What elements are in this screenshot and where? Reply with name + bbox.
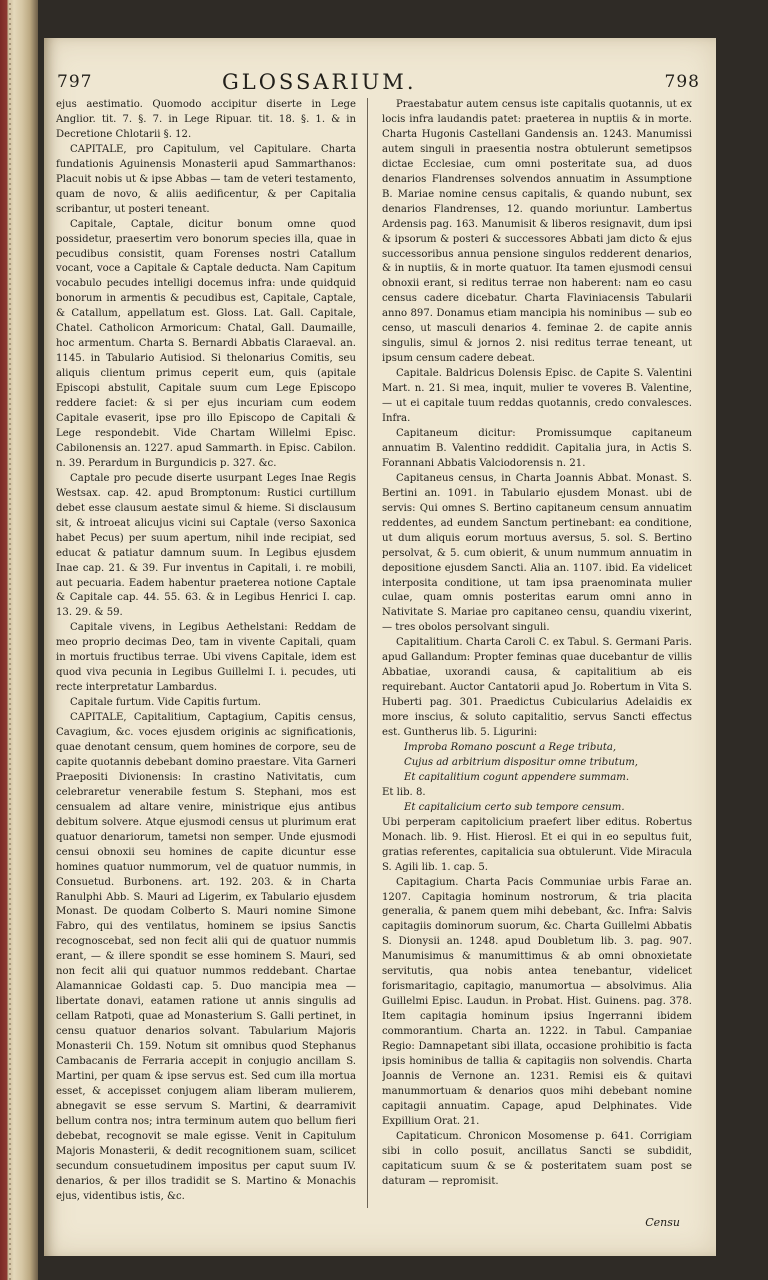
verse-line: Improba Romano poscunt a Rege tributa,: [404, 741, 617, 753]
page-edges: [9, 0, 11, 1280]
verse-line: Et capitalitium cogunt appendere summam.: [404, 771, 630, 783]
paragraph: Capitale. Baldricus Dolensis Episc. de Capite S. Valentini Mart. n. 21. Si mea, inquit, mulier te voveres B. Valentine, — ut ei capitale tuum reddas quotannis, credo convalesces. Infra.: [382, 368, 692, 425]
book-binding: [0, 0, 38, 1280]
catchword: Censu: [645, 1216, 680, 1229]
paragraph: Capitaneum dicitur: Promissumque capitaneum annuatim B. Valentino reddidit. Capitalia jura, in Actis S. Forannani Abbatis Valciodorensis n. 21.: [382, 427, 692, 469]
paragraph: Capitale vivens, in Legibus Aethelstani: Reddam de meo proprio decimas Deo, tam in vivente Capitali, quam in mortuis fructibus terrae. Ubi vivens Capitale, idem est quod viva pecunia in Legibus Guillelmi I. i. pecudes, uti recte interpretatur Lambardus.: [56, 622, 356, 694]
paragraph: ejus aestimatio. Quomodo accipitur diserte in Lege Anglior. tit. 7. §. 7. in Lege Ripuar. tit. 18. §. 1. & in Decretione Chlotarii §. 12.: [56, 99, 356, 140]
page-number-left: 797: [57, 72, 93, 92]
verse-line: Et capitalicium certo sub tempore censum.: [404, 801, 625, 813]
running-title: GLOSSARIUM.: [222, 70, 417, 94]
verse-line: Cujus ad arbitrium dispositur omne tributum,: [404, 756, 638, 768]
running-header: [44, 70, 716, 96]
paragraph: Et lib. 8.: [382, 786, 426, 798]
paragraph: Capitalitium. Charta Caroli C. ex Tabul. S. Germani Paris. apud Gallandum: Propter feminas quae ducebantur de villis Abbatiae, uxorandi causa, & capitalitium ab eis requirebant. Auctor Cantatorii apud Jo. Robertum in Vita S. Huberti pag. 301. Praedictus Cubicularius Adelaidis ex more inscius, & soluto capitalitio, servus Sancti effectus est. Guntherus lib. 5. Ligurini:: [382, 637, 692, 739]
paragraph: CAPITALE, Capitalitium, Captagium, Capitis census, Cavagium, &c. voces ejusdem originis ac significationis, quae denotant censum, quem homines de corpore, seu de capite quotannis debebant domino praestare. Vita Garneri Praepositi Divionensis: In crastino Nativitatis, cum celebraretur venerabile festum S. Stephani, mos est censualem ad altare venire, ministrique ejus antibus debitum solvere. Atque ejusmodi census ut plurimum erat quatuor denariorum, tametsi non semper. Unde ejusmodi censui obnoxii seu homines de capite dicuntur esse homines quatuor nummorum, vel de quatuor nummis, in Consuetud. Burbonens. art. 192. 203. & in Charta Ranulphi Abb. S. Mauri ad Ligerim, ex Tabulario ejusdem Monast. De quodam Colberto S. Mauri nomine Simone Fabro, qui des ventilatus, hominem se ipsius Sanctis recognoscebat, sed non fecit alii qui de quatuor nummis erant, — & illere spondit se esse hominem S. Mauri, sed non fecit alii qui quatuor nummos reddebant. Chartae Alamannicae Goldasti cap. 5. Duo mancipia mea — libertate donavi, eatamen ratione ut annis singulis ad cellam Ratpoti, quae ad Monasterium S. Galli pertinet, in censu quatuor denarios solvant. Tabularium Majoris Monasterii Ch. 159. Notum sit omnibus quod Stephanus Cambacanis de Ferraria accepit in conjugio ancillam S. Martini, per quam & ipse servus est. Sed cum illa mortua esset, & accepisset conjugem aliam liberam mulierem, abnegavit se esse servum S. Martini, & dearramivit bellum contra nos; intra terminum autem quo bellum fieri debebat, recognovit se male egisse. Venit in Capitulum Majoris Monasterii, & dedit recognitionem suam, scilicet secundum consuetudinem impositus per caput suum IV. denarios, & per illos tradidit se S. Martino & Monachis ejus, videntibus istis, &c.: [56, 712, 356, 1202]
paragraph: Ubi perperam capitolicium praefert liber editus. Robertus Monach. lib. 9. Hist. Hierosl. Et ei qui in eo sepultus fuit, gratias referentes, capitalicia sua obtulerunt. Vide Miracula S. Agili lib. 1. cap. 5.: [382, 816, 692, 873]
paragraph: Capitale, Captale, dicitur bonum omne quod possidetur, praesertim vero bonorum species illa, quae in pecudibus consistit, quam Forenses nostri Catallum vocant, voce a Capitale & Captale deducta. Nam Capitum vocabulo pecudes intelligi docemus infra: unde quidquid bonorum in armentis & pecudibus est, Capitale, Captale, & Catallum, appellatum est. Gloss. Lat. Gall. Capitale, Chatel. Catholicon Armoricum: Chatal, Gall. Daumaille, hoc armentum. Charta S. Bernardi Abbatis Claraeval. an. 1145. in Tabulario Autisiod. Si thelonarius Comitis, seu aliquis clientum primus ceperit eum, quis (apitale Episcopi abstulit, Capitale suum cum Lege Episcopo reddere faciet: & si per ejus incuriam cum eodem Capitale evaserit, ipse pro illo Episcopo de Capitali & Lege respondebit. Vide Chartam Willelmi Episc. Cabilonensis an. 1227. apud Sammarth. in Episc. Cabilon. n. 39. Perardum in Burgundicis p. 327. &c.: [56, 218, 356, 469]
paragraph: Capitale furtum. Vide Capitis furtum.: [70, 697, 262, 709]
paragraph: Capitaneus census, in Charta Joannis Abbat. Monast. S. Bertini an. 1091. in Tabulario ejusdem Monast. ubi de servis: Qui omnes S. Bertino capitaneum censum annuatim reddentes, ad eundem Sanctum pertinebant: ea conditione, ut dum aliquis eorum mortuus aversus, 5. sol. S. Bertino persolvat, & 5. cum obierit, & unum nummum annuatim in depositione ejusdem Sancti. Alia an. 1107. ibid. Ea videlicet interposita conditione, ut tam ipsa praenominata mulier culae, quam omnis posteritas earum omni anno in Nativitate S. Mariae pro capitaneo censu, quandiu vixerint, — tres obolos persolvant singuli.: [382, 472, 692, 634]
right-column: [382, 98, 692, 1218]
left-column: [56, 98, 356, 1218]
paragraph: Capitagium. Charta Pacis Communiae urbis Farae an. 1207. Capitagia hominum nostrorum, & tria placita generalia, & panem quem mihi debebant, &c. Infra: Salvis capitagiis dominorum suorum, &c. Charta Guillelmi Abbatis S. Dionysii an. 1248. apud Doubletum lib. 3. pag. 907. Manumisimus & manumittimus & ab omni obnoxietate servitutis, qua nobis antea tenebantur, videlicet forismaritagio, capitagio, manumortua — absolvimus. Alia Guillelmi Episc. Laudun. in Probat. Hist. Guinens. pag. 378. Item capitagia hominum ipsius Ingerranni ibidem commorantium. Charta an. 1222. in Tabul. Campaniae Regio: Damnapetant sibi illata, occasione prohibitio is facta ipsis hominibus de tallia & capitagiis non solvendis. Charta Joannis de Vernone an. 1231. Remisi eis & quitavi manummortuam & denarios quos mihi debebant nomine capitagii annuatim. Capage, apud Delphinates. Vide Expillium Orat. 21.: [382, 876, 692, 1127]
paragraph: CAPITALE, pro Capitulum, vel Capitulare. Charta fundationis Aguinensis Monasterii apud Sammarthanos: Placuit nobis ut & ipse Abbas — tam de veteri testamento, quam de novo, & aliis aedificentur, & per Capitalia scribantur, ut posteri teneant.: [56, 143, 356, 215]
paragraph: Captale pro pecude diserte usurpant Leges Inae Regis Westsax. cap. 42. apud Bromptonum: Rustici curtillum debet esse clausum aestate simul & hieme. Si disclausum sit, & introeat alicujus vicini sui Captale (verso Saxonica habet Pecus) per suum apertum, nihil inde recipiat, sed educat & patiatur damnum suum. In Legibus ejusdem Inae cap. 21. & 39. Fur inventus in Capitali, i. re mobili, aut pecuaria. Eadem habentur praeterea notione Captale & Capitale cap. 44. 55. 63. & in Legibus Henrici I. cap. 13. 29. & 59.: [56, 472, 356, 619]
paragraph: Capitaticum. Chronicon Mosomense p. 641. Corrigiam sibi in collo posuit, ancillatus Sancti se subdidit, capitaticum suum & se & posteritatem suam post se daturam — repromisit.: [382, 1130, 692, 1187]
book-page: [44, 38, 716, 1256]
column-divider: [367, 98, 368, 1208]
page-number-right: 798: [664, 72, 700, 92]
paragraph: Praestabatur autem census iste capitalis quotannis, ut ex locis infra laudandis patet: praeterea in nuptiis & in morte. Charta Hugonis Castellani Gandensis an. 1243. Manumissi autem singuli in praesentia nostra obtulerunt semetipsos dictae Ecclesiae, cum omni posteritate sua, ad duos denarios Flandrenses solvendos annuatim in Assumptione B. Mariae nomine census capitalis, & quando nubunt, sex denarios Flandrenses, 12. quando moriuntur. Lambertus Ardensis pag. 163. Manumisit & liberos resignavit, dum ipsi & ipsorum & posteri & successores Abbati jam dicto & ejus successoribus annua pensione singulos redderent denarios, & in nuptiis, & in morte quatuor. Ita tamen ejusmodi censui obnoxii erant, si reditus terrae non haberent: nam eo casu census cadere dicebatur. Charta Flaviniacensis Tabularii anno 897. Donamus etiam mancipia his nominibus — sub eo censo, ut masculi denarios 4. feminae 2. de capite annis singulis, simul & jornos 2. nisi reditus terrae teneant, ut ipsum censum cadere debeat.: [382, 99, 692, 365]
